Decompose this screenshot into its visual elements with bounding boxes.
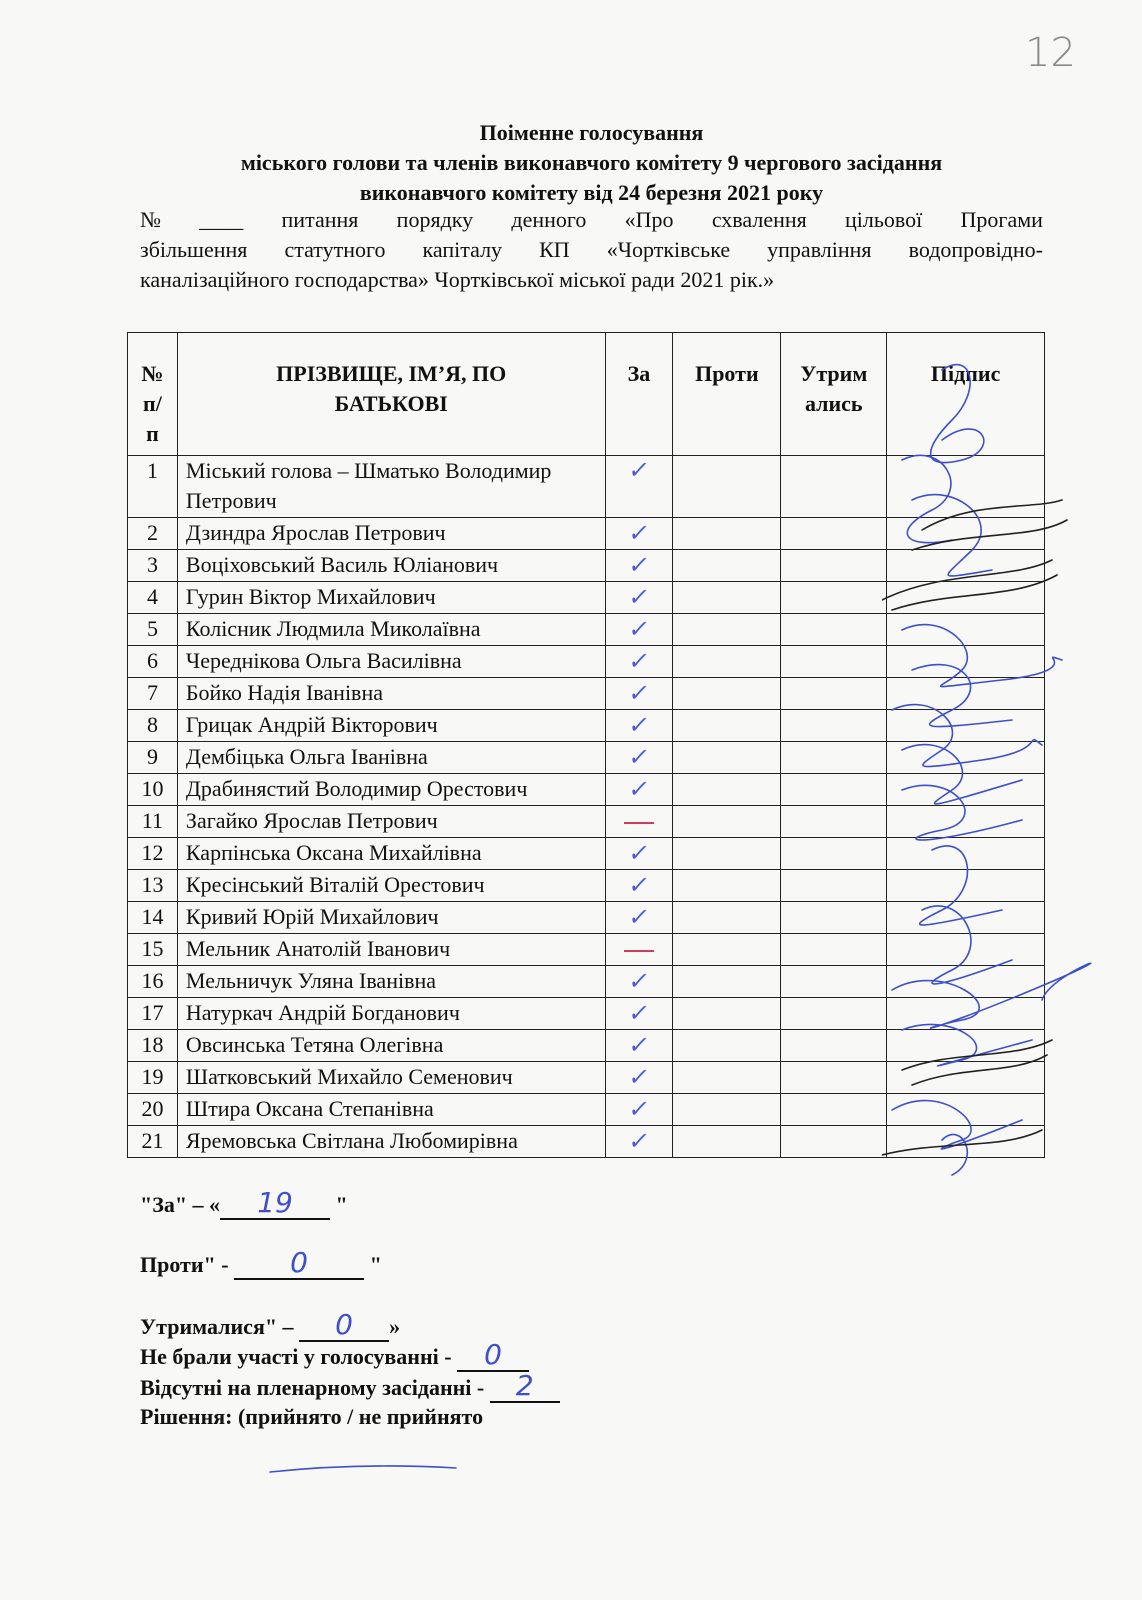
table-row (128, 870, 1045, 902)
summary-not-voting: Не брали участі у голосуванні - 0 (140, 1342, 529, 1372)
member-name: Яремовська Світлана Любомирівна (177, 1126, 605, 1158)
vote-abstain-cell (781, 614, 887, 646)
vote-for-cell (605, 1094, 673, 1126)
check-mark-icon: ✓ (626, 710, 652, 739)
member-name: Колісник Людмила Миколаївна (177, 614, 605, 646)
header-num: № п/п (128, 333, 178, 456)
question-word: збільшення (140, 237, 248, 262)
vote-for-cell (605, 742, 673, 774)
check-mark-icon: ✓ (626, 456, 652, 484)
vote-against-cell (673, 1094, 781, 1126)
header-date-line: виконавчого комітету від 24 березня 2021 року (359, 180, 824, 205)
vote-against-cell (673, 1062, 781, 1094)
header-signature: Підпис (887, 333, 1045, 456)
row-number: 6 (128, 646, 178, 678)
signature-cell (887, 774, 1045, 806)
row-number: 4 (128, 582, 178, 614)
check-mark-icon: ✓ (626, 614, 652, 643)
signature-cell (887, 998, 1045, 1030)
signature-cell (887, 1126, 1045, 1158)
table-row (128, 678, 1045, 710)
question-line-2 (140, 235, 1043, 265)
vote-against-cell (673, 806, 781, 838)
row-number: 7 (128, 678, 178, 710)
against-count: 0 (290, 1246, 308, 1279)
vote-against-cell (673, 614, 781, 646)
check-mark-icon: ✓ (626, 518, 652, 547)
table-row (128, 646, 1045, 678)
header-for: За (605, 333, 673, 456)
header-against: Проти (673, 333, 781, 456)
vote-against-cell (673, 1030, 781, 1062)
row-number: 16 (128, 966, 178, 998)
vote-abstain-cell (781, 806, 887, 838)
row-number: 13 (128, 870, 178, 902)
check-mark-icon: ✓ (626, 774, 652, 803)
question-word: водопровідно- (908, 237, 1043, 262)
table-row (128, 518, 1045, 550)
vote-for-cell (605, 774, 673, 806)
header-title: Поіменне голосування (479, 120, 704, 145)
summary-absent: Відсутні на пленарному засіданні - 2 (140, 1373, 560, 1403)
vote-against-cell (673, 518, 781, 550)
member-name: Карпінська Оксана Михайлівна (177, 838, 605, 870)
member-name: Шатковський Михайло Семенович (177, 1062, 605, 1094)
vote-abstain-cell (781, 678, 887, 710)
signature-cell (887, 1062, 1045, 1094)
vote-abstain-cell (781, 870, 887, 902)
table-row (128, 1030, 1045, 1062)
signature-cell (887, 518, 1045, 550)
signature-cell (887, 966, 1045, 998)
vote-abstain-cell (781, 518, 887, 550)
member-name: Кресінський Віталій Орестович (177, 870, 605, 902)
member-name: Мельничук Уляна Іванівна (177, 966, 605, 998)
check-mark-icon: ✓ (626, 966, 652, 995)
check-mark-icon: ✓ (626, 870, 652, 899)
vote-against-cell (673, 710, 781, 742)
table-row (128, 710, 1045, 742)
signature-cell (887, 678, 1045, 710)
signature-cell (887, 582, 1045, 614)
table-row (128, 456, 1045, 518)
vote-abstain-cell (781, 582, 887, 614)
member-name: Грицак Андрій Вікторович (177, 710, 605, 742)
vote-for-cell (605, 550, 673, 582)
vote-abstain-cell (781, 966, 887, 998)
signature-cell (887, 934, 1045, 966)
table-row (128, 1126, 1045, 1158)
dash-mark-icon (624, 822, 654, 824)
vote-against-cell (673, 646, 781, 678)
summary-abstain: Утрималися" – 0 » (140, 1308, 401, 1341)
vote-table (127, 332, 1045, 1158)
question-word: порядку (396, 207, 474, 232)
table-row (128, 742, 1045, 774)
abstain-count: 0 (335, 1308, 353, 1341)
check-mark-icon: ✓ (626, 902, 652, 931)
vote-abstain-cell (781, 902, 887, 934)
question-word: питання (281, 207, 359, 232)
row-number: 14 (128, 902, 178, 934)
signature-cell (887, 456, 1045, 518)
question-word: «Про (624, 207, 674, 232)
check-mark-icon: ✓ (626, 1094, 652, 1123)
vote-for-cell (605, 1030, 673, 1062)
question-word: схвалення (711, 207, 807, 232)
vote-abstain-cell (781, 998, 887, 1030)
vote-against-cell (673, 742, 781, 774)
vote-against-cell (673, 1126, 781, 1158)
check-mark-icon: ✓ (626, 742, 652, 771)
member-name: Дзиндра Ярослав Петрович (177, 518, 605, 550)
question-word: статутного (284, 237, 386, 262)
vote-for-cell (605, 518, 673, 550)
vote-for-cell (605, 870, 673, 902)
check-mark-icon: ✓ (626, 582, 652, 611)
question-line-3: каналізаційного господарства» Чортківської міської ради 2021 рік.» (140, 267, 775, 292)
check-mark-icon: ✓ (626, 1126, 652, 1155)
check-mark-icon: ✓ (626, 1062, 652, 1091)
header-name: ПРІЗВИЩЕ, ІМ’Я, ПО БАТЬКОВІ (177, 333, 605, 456)
check-mark-icon: ✓ (626, 838, 652, 867)
vote-abstain-cell (781, 1094, 887, 1126)
vote-against-cell (673, 582, 781, 614)
vote-against-cell (673, 870, 781, 902)
vote-abstain-cell (781, 646, 887, 678)
page-number: 12 (1025, 30, 1076, 76)
table-row (128, 1094, 1045, 1126)
vote-abstain-cell (781, 1030, 887, 1062)
row-number: 2 (128, 518, 178, 550)
vote-against-cell (673, 838, 781, 870)
row-number: 3 (128, 550, 178, 582)
question-word: денного (511, 207, 587, 232)
signature-cell (887, 646, 1045, 678)
member-name: Бойко Надія Іванівна (177, 678, 605, 710)
signature-cell (887, 902, 1045, 934)
question-word: капіталу (422, 237, 503, 262)
signature-cell (887, 614, 1045, 646)
table-row (128, 1062, 1045, 1094)
vote-against-cell (673, 678, 781, 710)
row-number: 5 (128, 614, 178, 646)
member-name: Гурин Віктор Михайлович (177, 582, 605, 614)
row-number: 15 (128, 934, 178, 966)
table-row (128, 550, 1045, 582)
summary-against: Проти" - 0 " (140, 1246, 382, 1279)
member-name: Міський голова – Шматько Володимир Петрович (177, 456, 605, 518)
signature-cell (887, 870, 1045, 902)
row-number: 17 (128, 998, 178, 1030)
vote-abstain-cell (781, 742, 887, 774)
summary-decision: Рішення: (прийнято / не прийнято (140, 1404, 484, 1429)
vote-against-cell (673, 998, 781, 1030)
question-word: цільової (845, 207, 923, 232)
table-row (128, 838, 1045, 870)
not-voting-count: 0 (484, 1338, 502, 1371)
vote-for-cell (605, 998, 673, 1030)
check-mark-icon: ✓ (626, 550, 652, 579)
vote-for-cell (605, 1126, 673, 1158)
member-name: Драбинястий Володимир Орестович (177, 774, 605, 806)
vote-for-cell (605, 934, 673, 966)
vote-abstain-cell (781, 456, 887, 518)
vote-for-cell (605, 678, 673, 710)
table-row (128, 614, 1045, 646)
document-header (140, 118, 1043, 208)
check-mark-icon: ✓ (626, 646, 652, 675)
vote-for-cell (605, 902, 673, 934)
vote-abstain-cell (781, 934, 887, 966)
vote-abstain-cell (781, 550, 887, 582)
row-number: 18 (128, 1030, 178, 1062)
member-name: Кривий Юрій Михайлович (177, 902, 605, 934)
vote-abstain-cell (781, 838, 887, 870)
question-word: ____ (199, 207, 244, 232)
member-name: Загайко Ярослав Петрович (177, 806, 605, 838)
signature-cell (887, 806, 1045, 838)
vote-abstain-cell (781, 1126, 887, 1158)
table-row (128, 582, 1045, 614)
row-number: 9 (128, 742, 178, 774)
row-number: 10 (128, 774, 178, 806)
vote-for-cell (605, 806, 673, 838)
absent-count: 2 (515, 1369, 534, 1402)
vote-for-cell (605, 1062, 673, 1094)
member-name: Череднікова Ольга Василівна (177, 646, 605, 678)
vote-abstain-cell (781, 710, 887, 742)
vote-against-cell (673, 902, 781, 934)
signature-cell (887, 838, 1045, 870)
table-row (128, 806, 1045, 838)
dash-mark-icon (624, 950, 654, 952)
row-number: 11 (128, 806, 178, 838)
vote-against-cell (673, 550, 781, 582)
table-row (128, 934, 1045, 966)
vote-for-cell (605, 966, 673, 998)
signature-cell (887, 1094, 1045, 1126)
row-number: 19 (128, 1062, 178, 1094)
table-row (128, 902, 1045, 934)
check-mark-icon: ✓ (626, 1030, 652, 1059)
question-word: «Чортківське (606, 237, 731, 262)
check-mark-icon: ✓ (626, 998, 652, 1027)
vote-abstain-cell (781, 1062, 887, 1094)
signature-cell (887, 550, 1045, 582)
vote-for-cell (605, 614, 673, 646)
signature-cell (887, 1030, 1045, 1062)
question-word: КП (539, 237, 570, 262)
summary-for: "За" – « 19 " (140, 1186, 348, 1219)
member-name: Овсинська Тетяна Олегівна (177, 1030, 605, 1062)
question-word: Прогами (960, 207, 1043, 232)
vote-for-cell (605, 710, 673, 742)
vote-for-cell (605, 838, 673, 870)
vote-for-cell (605, 582, 673, 614)
question-word: управління (767, 237, 872, 262)
table-row (128, 966, 1045, 998)
table-row (128, 774, 1045, 806)
row-number: 20 (128, 1094, 178, 1126)
member-name: Дембіцька Ольга Іванівна (177, 742, 605, 774)
vote-abstain-cell (781, 774, 887, 806)
row-number: 8 (128, 710, 178, 742)
for-count: 19 (257, 1186, 293, 1219)
header-abstain: Утрим ались (781, 333, 887, 456)
member-name: Мельник Анатолій Іванович (177, 934, 605, 966)
vote-against-cell (673, 934, 781, 966)
row-number: 12 (128, 838, 178, 870)
table-row (128, 998, 1045, 1030)
vote-against-cell (673, 456, 781, 518)
header-subtitle: міського голови та членів виконавчого комітету 9 чергового засідання (240, 150, 943, 175)
member-name: Штира Оксана Степанівна (177, 1094, 605, 1126)
check-mark-icon: ✓ (626, 678, 652, 707)
vote-against-cell (673, 774, 781, 806)
row-number: 21 (128, 1126, 178, 1158)
question-word: № (140, 207, 161, 232)
decision-underline-stroke (268, 1462, 458, 1476)
member-name: Натуркач Андрій Богданович (177, 998, 605, 1030)
member-name: Воціховський Василь Юліанович (177, 550, 605, 582)
question-line-1 (140, 205, 1043, 235)
table-header-row (128, 333, 1045, 456)
agenda-question (140, 205, 1043, 295)
row-number: 1 (128, 456, 178, 518)
vote-for-cell (605, 456, 673, 518)
signature-cell (887, 742, 1045, 774)
vote-for-cell (605, 646, 673, 678)
signature-cell (887, 710, 1045, 742)
vote-against-cell (673, 966, 781, 998)
